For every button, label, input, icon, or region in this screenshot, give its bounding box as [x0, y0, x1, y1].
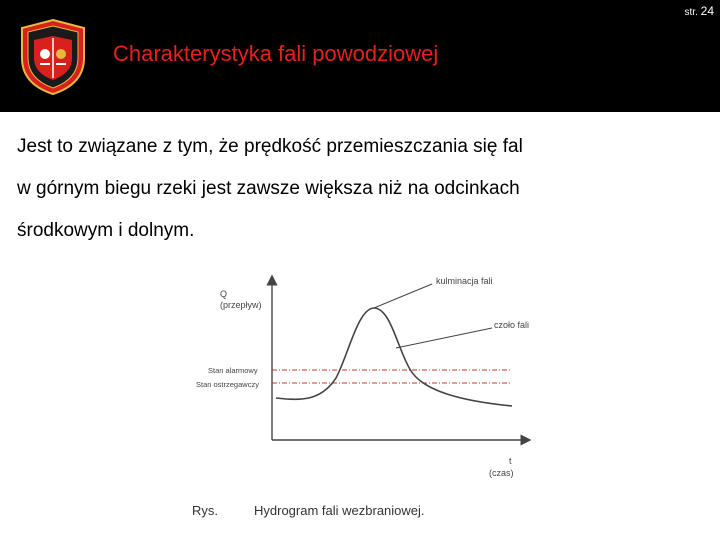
- front-pointer-line: [396, 328, 492, 348]
- page-number-value: 24: [700, 4, 714, 18]
- slide-title: Charakterystyka fali powodziowej: [113, 41, 439, 66]
- hydrograph-figure: [186, 256, 544, 520]
- x-axis-label: t: [509, 456, 512, 466]
- body-line: środkowym i dolnym.: [17, 220, 195, 241]
- figure-caption: Hydrogram fali wezbraniowej.: [254, 503, 425, 518]
- page-number: [685, 4, 714, 18]
- peak-pointer-line: [374, 284, 432, 308]
- front-label: czoło fali: [494, 320, 530, 330]
- caption-prefix: Rys.: [192, 503, 218, 518]
- fire-brigade-logo: [18, 18, 88, 96]
- alarm-level-label: Stan alarmowy: [208, 366, 258, 375]
- peak-label: kulminacja fali: [436, 276, 493, 286]
- hydrograph-curve: [276, 308, 512, 406]
- hydrograph-svg: [186, 256, 544, 520]
- x-axis-sublabel: (czas): [489, 468, 514, 478]
- y-axis-sublabel: (przepływ): [220, 300, 262, 310]
- warning-level-label: Stan ostrzegawczy: [196, 380, 259, 389]
- slide-header: [0, 0, 720, 112]
- page-prefix: str.: [684, 7, 698, 18]
- body-line: w górnym biegu rzeki jest zawsze większa niż na odcinkach: [17, 178, 520, 199]
- fire-brigade-badge-icon: [18, 18, 88, 96]
- body-paragraph: [17, 126, 707, 252]
- body-line: Jest to związane z tym, że prędkość przemieszczania się fal: [17, 136, 523, 157]
- y-axis-label: Q: [220, 289, 228, 299]
